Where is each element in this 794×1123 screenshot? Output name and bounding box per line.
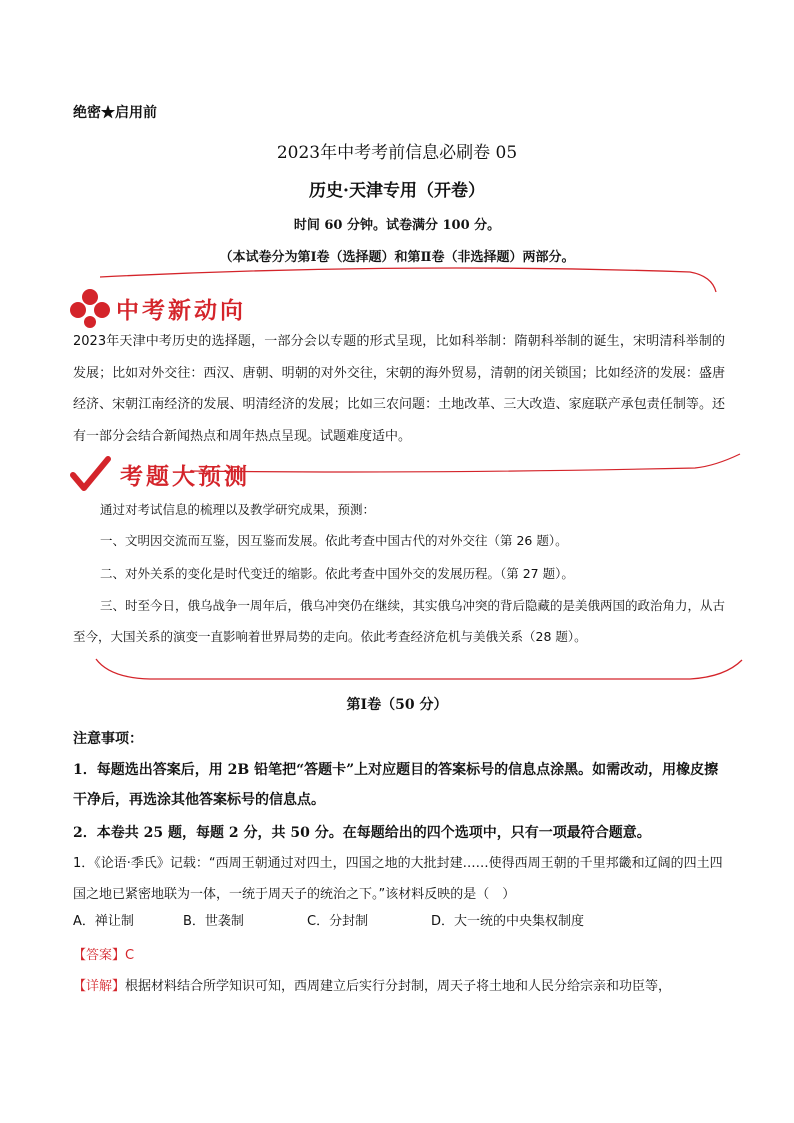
section-title: 第Ⅰ卷（50 分） <box>346 697 448 713</box>
paper-subtitle: 历史·天津专用（开卷） <box>309 181 485 201</box>
paper-title: 2023年中考考前信息必刷卷 05 <box>276 143 518 163</box>
trend-banner-title: 中考新动向 <box>116 297 246 324</box>
option-b: B．世袭制 <box>183 914 244 929</box>
structure-info: （本试卷分为第Ⅰ卷（选择题）和第Ⅱ卷（非选择题）两部分。 <box>219 250 575 265</box>
trend-paragraph: 2023年天津中考历史的选择题，一部分会以专题的形式呈现，比如科举制：隋朝科举制的诞生，宋明清科举制的发展；比如对外交往：西汉、唐朝、明朝的对外交往，宋朝的海外贸易，清朝的闭关锁国；比如经济的发展：盛唐经济、宋朝江南经济的发展、明清经济的发展；比如三农问题：土地改革、三大改造、家庭联产承包责任制等。还有一部分会结合新闻热点和周年热点呈现。试题难度适中。 <box>73 334 725 444</box>
prediction-item-3: 三、时至今日，俄乌战争一周年后，俄乌冲突仍在继续，其实俄乌冲突的背后隐藏的是美俄两国的政治角力，从古至今，大国关系的演变一直影响着世界局势的走向。依此考查经济危机与美俄关系（28 题）。 <box>73 598 726 644</box>
checkmark-icon <box>70 455 112 493</box>
option-d: D．大一统的中央集权制度 <box>431 914 585 929</box>
prediction-item-2: 二、对外关系的变化是时代变迁的缩影。依此考查中国外交的发展历程。（第 27 题）。 <box>100 566 574 581</box>
prediction-intro: 通过对考试信息的梳理以及教学研究成果，预测： <box>100 502 376 517</box>
answer-line <box>73 940 725 971</box>
answer-value: C <box>125 948 135 963</box>
note-2: 2．本卷共 25 题，每题 2 分，共 50 分。在每题给出的四个选项中，只有一项最符合题意。 <box>73 825 651 841</box>
confidential-mark: 绝密★启用前 <box>73 105 157 121</box>
option-a: A．禅让制 <box>73 914 134 929</box>
prediction-banner <box>70 455 250 493</box>
detail-text: 根据材料结合所学知识可知，西周建立后实行分封制，周天子将土地和人民分给宗亲和功臣等， <box>125 979 672 994</box>
prediction-item-1: 一、文明因交流而互鉴，因互鉴而发展。依此考查中国古代的对外交往（第 26 题）。 <box>100 533 568 548</box>
trend-banner <box>68 288 246 328</box>
note-1: 1．每题选出答案后，用 2B 铅笔把“答题卡”上对应题目的答案标号的信息点涂黑。如需改动，用橡皮擦干净后，再选涂其他答案标号的信息点。 <box>73 762 719 808</box>
answer-label: 【答案】 <box>73 948 126 963</box>
question-1-options <box>73 910 584 929</box>
time-info: 时间 60 分钟。试卷满分 100 分。 <box>293 218 501 233</box>
option-c: C．分封制 <box>307 914 369 929</box>
clover-icon <box>68 288 112 328</box>
detail-label: 【详解】 <box>73 979 126 994</box>
prediction-banner-title: 考题大预测 <box>120 463 250 490</box>
detail-line <box>73 971 725 1002</box>
notes-heading: 注意事项： <box>73 731 143 747</box>
question-1-stem: 1．《论语·季氏》记载：“西周王朝通过对四土，四国之地的大批封建……使得西周王朝的千里邦畿和辽阔的四土四国之地已紧密地联为一体，一统于周天子的统治之下。”该材料反映的是（ ） <box>73 856 723 902</box>
